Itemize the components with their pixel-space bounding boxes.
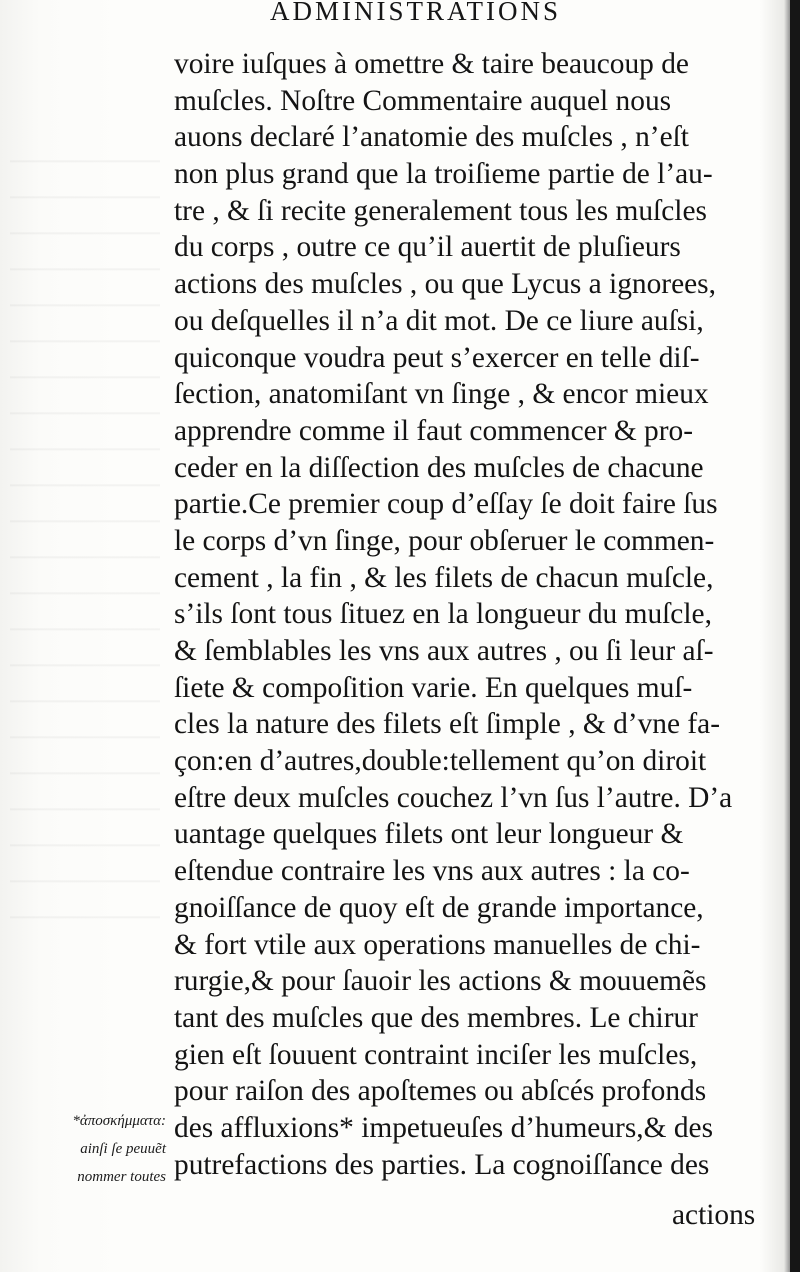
text-line: partie.Ce premier coup d’eſſay ſe doit faire ſus: [174, 488, 718, 521]
text-line: cement , la fin , & les filets de chacun muſcle,: [174, 561, 714, 594]
text-line: & fort vtile aux operations manuelles de chi-: [174, 928, 701, 961]
text-line: quiconque voudra peut s’exercer en telle diſ-: [174, 341, 700, 374]
text-line: uantage quelques filets ont leur longueur &: [174, 818, 684, 851]
marginal-note-line: *ἀποσκήμματα:: [72, 1113, 166, 1129]
text-line: du corps , outre ce qu’il auertit de pluſieurs: [174, 231, 681, 264]
text-line: gnoiſſance de quoy eſt de grande importance,: [174, 891, 704, 924]
text-line: rurgie,& pour ſauoir les actions & mouuemẽs: [174, 965, 707, 998]
text-line: muſcles. Noſtre Commentaire auquel nous: [174, 84, 672, 117]
text-line: pour raiſon des apoſtemes ou abſcés profonds: [174, 1075, 707, 1108]
text-line: cles la nature des filets eſt ſimple , & d’vne fa-: [174, 708, 720, 741]
catchword: actions: [672, 1199, 756, 1231]
text-line: auons declaré l’anatomie des muſcles , n’eſt: [174, 121, 689, 154]
text-line: gien eſt ſouuent contraint inciſer les muſcles,: [174, 1038, 698, 1071]
text-line: putrefactions des parties. La cognoiſſance des: [174, 1148, 710, 1181]
text-line: ſection, anatomiſant vn ſinge , & encor mieux: [174, 378, 709, 411]
marginal-note-line: ainſi ſe peuuẽt: [80, 1141, 166, 1157]
text-line: le corps d’vn ſinge, pour obſeruer le commen-: [174, 524, 715, 557]
text-line: eſtendue contraire les vns aux autres : la co-: [174, 855, 690, 888]
text-line: tre , & ſi recite generalement tous les muſcles: [174, 194, 707, 227]
page-gutter-shadow: [790, 0, 800, 1272]
marginal-note: [16, 1107, 166, 1191]
text-line: actions des muſcles , ou que Lycus a ignorees,: [174, 268, 716, 301]
text-line: & ſemblables les vns aux autres , ou ſi leur aſ-: [174, 635, 714, 667]
text-line: tant des muſcles que des membres. Le chirur: [174, 1001, 698, 1034]
marginal-note-line: nommer toutes: [77, 1169, 166, 1185]
text-line: apprendre comme il faut commencer & pro-: [174, 414, 694, 447]
text-line: ſiete & compoſition varie. En quelques muſ-: [174, 671, 693, 704]
text-line: non plus grand que la troiſieme partie de l’au-: [174, 158, 713, 191]
running-header: ADMINISTRATIONS: [270, 0, 562, 26]
text-line: s’ils ſont tous ſituez en la longueur du muſcle,: [174, 598, 712, 631]
text-line: des affluxions* impetueuſes d’humeurs,& des: [174, 1111, 714, 1144]
text-line: ou deſquelles il n’a dit mot. De ce liure auſsi,: [174, 304, 704, 337]
text-line: eſtre deux muſcles couchez l’vn ſus l’autre. D’a: [174, 781, 733, 814]
text-line: çon:en d’autres,double:tellement qu’on diroit: [174, 745, 707, 778]
main-text-block: [174, 46, 800, 1183]
bleed-through-shadow: [10, 140, 160, 940]
text-line: ceder en la diſſection des muſcles de chacune: [174, 451, 704, 484]
text-line: voire iuſques à omettre & taire beaucoup de: [174, 48, 689, 80]
